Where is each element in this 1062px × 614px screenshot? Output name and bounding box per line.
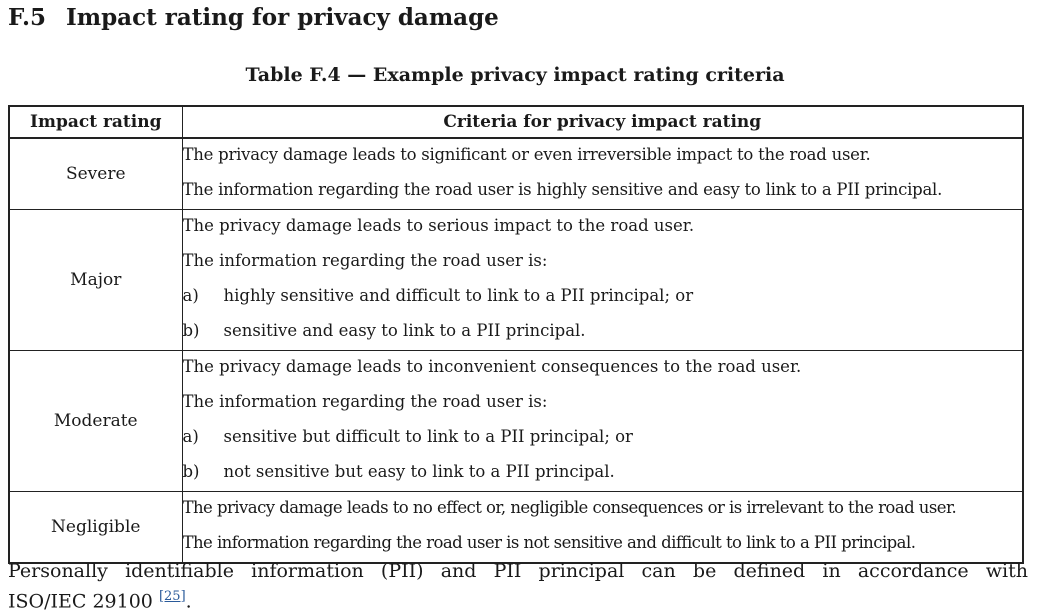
criteria-list-item (183, 280, 1023, 315)
list-marker: a) (182, 286, 199, 305)
footnote-word: with (985, 560, 1028, 582)
footnote-line (8, 558, 1028, 584)
list-item-text: not sensitive but easy to link to a PII principal. (223, 462, 615, 481)
footnote-end: . (185, 590, 192, 613)
criteria-line: The privacy damage leads to no effect or, negligible consequences or is irrelevant to the road user. (182, 498, 957, 517)
table-row-major (9, 210, 1023, 351)
footnote-word: principal (538, 560, 625, 582)
list-marker: b) (182, 321, 200, 340)
footnote-word: can (641, 560, 676, 582)
header-criteria: Criteria for privacy impact rating (182, 106, 1023, 138)
footnote-word: Personally (8, 560, 108, 582)
criteria-list-item (183, 315, 1023, 350)
footnote-paragraph (8, 558, 1028, 614)
section-number: F.5 (8, 4, 47, 31)
criteria-line: The privacy damage leads to serious impact to the road user. (182, 216, 695, 235)
list-item-text: sensitive but difficult to link to a PII principal; or (223, 427, 633, 446)
privacy-impact-table (8, 105, 1024, 564)
criteria-line: The information regarding the road user is: (182, 251, 548, 270)
footnote-word: defined (733, 560, 806, 582)
standard-reference: ISO/IEC 29100 (8, 590, 153, 613)
table-row-severe (9, 138, 1023, 210)
footnote-line (8, 584, 1028, 614)
criteria-cell (182, 138, 1023, 210)
criteria-line: The information regarding the road user is highly sensitive and easy to link to a PII principal. (182, 180, 943, 199)
rating-cell: Moderate (9, 351, 182, 492)
footnote-word: (PII) (380, 560, 424, 582)
footnote-word: identifiable (125, 560, 234, 582)
list-item-text: highly sensitive and difficult to link to a PII principal; or (223, 286, 694, 305)
list-marker: a) (182, 427, 199, 446)
header-impact-rating: Impact rating (9, 106, 182, 138)
criteria-line: The privacy damage leads to significant or even irreversible impact to the road user. (182, 145, 871, 164)
list-item-text: sensitive and easy to link to a PII principal. (223, 321, 586, 340)
table-row-moderate (9, 351, 1023, 492)
section-title: Impact rating for privacy damage (66, 4, 499, 31)
footnote-word: information (251, 560, 364, 582)
footnote-word: in (822, 560, 841, 582)
citation-link[interactable]: [25] (158, 589, 186, 604)
table-row-negligible (9, 492, 1023, 564)
footnote-word: and (440, 560, 477, 582)
table-title: Table F.4 — Example privacy impact rating criteria (245, 64, 785, 86)
criteria-line: The information regarding the road user is: (182, 392, 548, 411)
criteria-cell (182, 492, 1023, 564)
table-header-row (9, 106, 1023, 138)
footnote-word: accordance (857, 560, 969, 582)
criteria-cell (182, 210, 1023, 351)
footnote-word: PII (493, 560, 522, 582)
criteria-line: The information regarding the road user is not sensitive and difficult to link to a PII principal. (182, 533, 916, 552)
criteria-list-item (183, 421, 1023, 456)
rating-cell: Major (9, 210, 182, 351)
criteria-line: The privacy damage leads to inconvenient consequences to the road user. (182, 357, 802, 376)
rating-cell: Severe (9, 138, 182, 210)
criteria-list-item (183, 456, 1023, 491)
list-marker: b) (182, 462, 200, 481)
criteria-cell (182, 351, 1023, 492)
footnote-word: be (692, 560, 717, 582)
section-heading (8, 4, 499, 31)
rating-cell: Negligible (9, 492, 182, 564)
